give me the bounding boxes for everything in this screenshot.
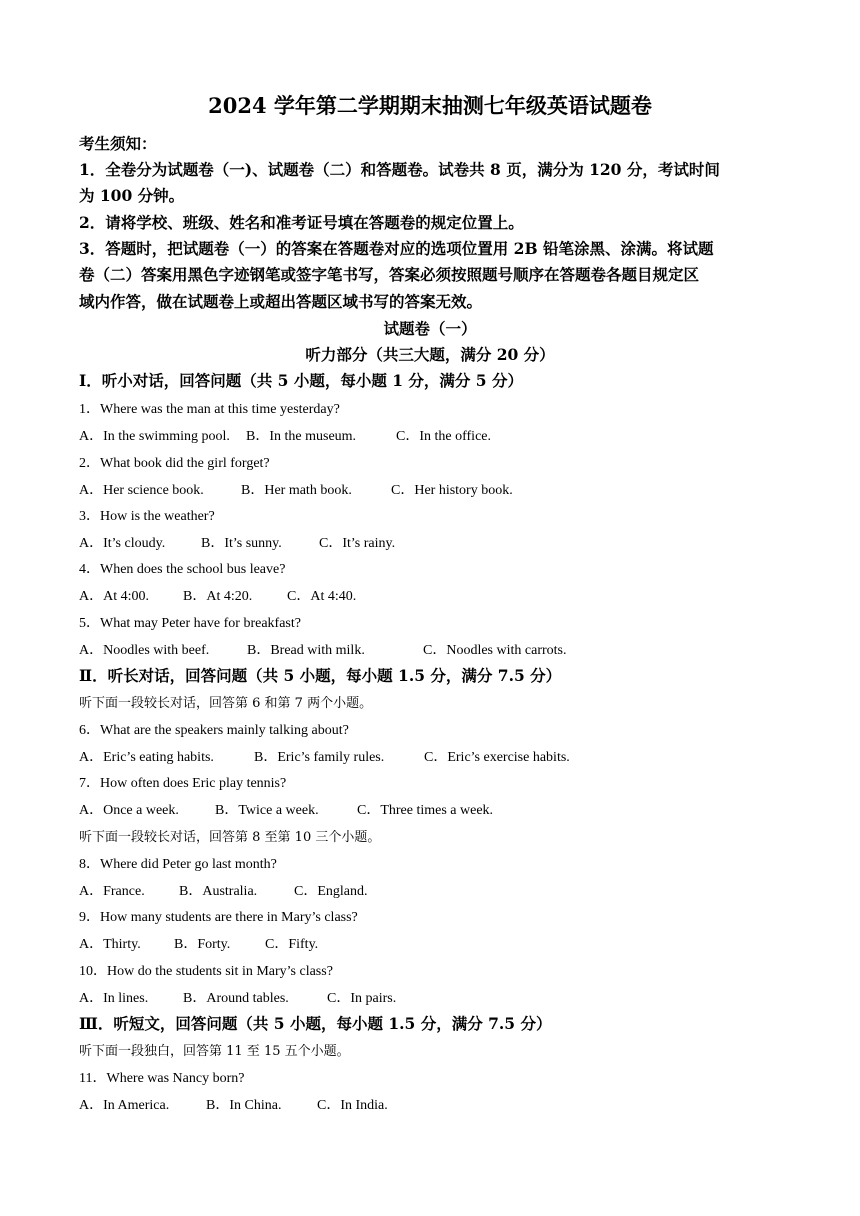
option-a: A．At 4:00. bbox=[79, 589, 149, 604]
question-options bbox=[79, 987, 396, 1007]
listening-part-heading: 听力部分（共三大题，满分 20 分） bbox=[305, 345, 555, 364]
question-text: 10．How do the students sit in Mary’s class? bbox=[79, 964, 333, 979]
question-text: 9．How many students are there in Mary’s class? bbox=[79, 910, 358, 925]
option-b: B．Eric’s family rules. bbox=[254, 750, 385, 765]
question-text: 6．What are the speakers mainly talking about? bbox=[79, 723, 349, 738]
question-options bbox=[79, 933, 318, 953]
question-options bbox=[79, 639, 566, 659]
exam-title: 2024 学年第二学期期末抽测七年级英语试题卷 bbox=[208, 93, 652, 118]
option-c: C．Fifty. bbox=[265, 937, 319, 952]
option-b: B．It’s sunny. bbox=[201, 536, 282, 551]
section-instruction: 听下面一段较长对话，回答第 8 至第 10 三个小题。 bbox=[79, 830, 381, 845]
question-text: 11．Where was Nancy born? bbox=[79, 1071, 245, 1086]
question-text: 1．Where was the man at this time yesterday? bbox=[79, 402, 340, 417]
option-c: C．In pairs. bbox=[327, 991, 397, 1006]
option-c: C．Eric’s exercise habits. bbox=[424, 750, 570, 765]
paper-one-heading: 试题卷（一） bbox=[383, 319, 477, 338]
option-c: C．In India. bbox=[317, 1098, 388, 1113]
option-c: C．It’s rainy. bbox=[319, 536, 396, 551]
question-options bbox=[79, 1094, 388, 1114]
section-3-heading: Ⅲ．听短文，回答问题（共 5 小题，每小题 1.5 分，满分 7.5 分） bbox=[79, 1014, 552, 1033]
option-c: C．Noodles with carrots. bbox=[423, 643, 567, 658]
option-b: B．In China. bbox=[206, 1098, 282, 1113]
question-text: 4．When does the school bus leave? bbox=[79, 562, 286, 577]
notice-line: 1．全卷分为试题卷（一)、试题卷（二）和答题卷。试卷共 8 页，满分为 120 分，考试时间 bbox=[79, 160, 720, 179]
section-1-heading: Ⅰ．听小对话，回答问题（共 5 小题，每小题 1 分，满分 5 分） bbox=[79, 371, 523, 390]
notice-heading: 考生须知： bbox=[79, 134, 157, 153]
option-a: A．Her science book. bbox=[79, 483, 204, 498]
section-instruction: 听下面一段独白，回答第 11 至 15 五个小题。 bbox=[79, 1044, 350, 1059]
option-c: C．England. bbox=[294, 884, 368, 899]
question-text: 2．What book did the girl forget? bbox=[79, 456, 270, 471]
question-text: 3．How is the weather? bbox=[79, 509, 215, 524]
option-a: A．In the swimming pool. bbox=[79, 429, 230, 444]
question-options bbox=[79, 532, 395, 552]
notice-line: 域内作答，做在试题卷上或超出答题区域书写的答案无效。 bbox=[79, 292, 483, 311]
option-a: A．Noodles with beef. bbox=[79, 643, 210, 658]
section-2-heading: Ⅱ．听长对话，回答问题（共 5 小题，每小题 1.5 分，满分 7.5 分） bbox=[79, 666, 562, 685]
option-a: A．In America. bbox=[79, 1098, 170, 1113]
option-b: B．Forty. bbox=[174, 937, 231, 952]
option-c: C．In the office. bbox=[396, 429, 491, 444]
notice-line: 3．答题时，把试题卷（一）的答案在答题卷对应的选项位置用 2B 铅笔涂黑、涂满。将试题 bbox=[79, 239, 714, 258]
notice-line: 卷（二）答案用黑色字迹钢笔或签字笔书写，答案必须按照题号顺序在答题卷各题目规定区 bbox=[79, 265, 700, 284]
option-c: C．At 4:40. bbox=[287, 589, 357, 604]
question-options bbox=[79, 585, 356, 605]
question-text: 5．What may Peter have for breakfast? bbox=[79, 616, 301, 631]
section-instruction: 听下面一段较长对话，回答第 6 和第 7 两个小题。 bbox=[79, 696, 373, 711]
option-b: B．Twice a week. bbox=[215, 803, 319, 818]
option-b: B．In the museum. bbox=[246, 429, 357, 444]
question-text: 7．How often does Eric play tennis? bbox=[79, 776, 287, 791]
option-c: C．Her history book. bbox=[391, 483, 513, 498]
option-b: B．Bread with milk. bbox=[247, 643, 365, 658]
option-b: B．Around tables. bbox=[183, 991, 289, 1006]
notice-line: 2．请将学校、班级、姓名和准考证号填在答题卷的规定位置上。 bbox=[79, 213, 524, 232]
option-a: A．France. bbox=[79, 884, 145, 899]
notice-line: 为 100 分钟。 bbox=[79, 186, 185, 205]
option-b: B．Australia. bbox=[179, 884, 258, 899]
option-c: C．Three times a week. bbox=[357, 803, 494, 818]
option-b: B．At 4:20. bbox=[183, 589, 253, 604]
option-a: A．Eric’s eating habits. bbox=[79, 750, 214, 765]
question-text: 8．Where did Peter go last month? bbox=[79, 857, 277, 872]
option-a: A．In lines. bbox=[79, 991, 149, 1006]
question-options bbox=[79, 799, 493, 819]
option-a: A．Once a week. bbox=[79, 803, 179, 818]
question-options bbox=[79, 880, 368, 900]
option-b: B．Her math book. bbox=[241, 483, 352, 498]
question-options bbox=[79, 746, 570, 766]
option-a: A．It’s cloudy. bbox=[79, 536, 166, 551]
question-options bbox=[79, 425, 491, 445]
question-options bbox=[79, 479, 513, 499]
option-a: A．Thirty. bbox=[79, 937, 141, 952]
